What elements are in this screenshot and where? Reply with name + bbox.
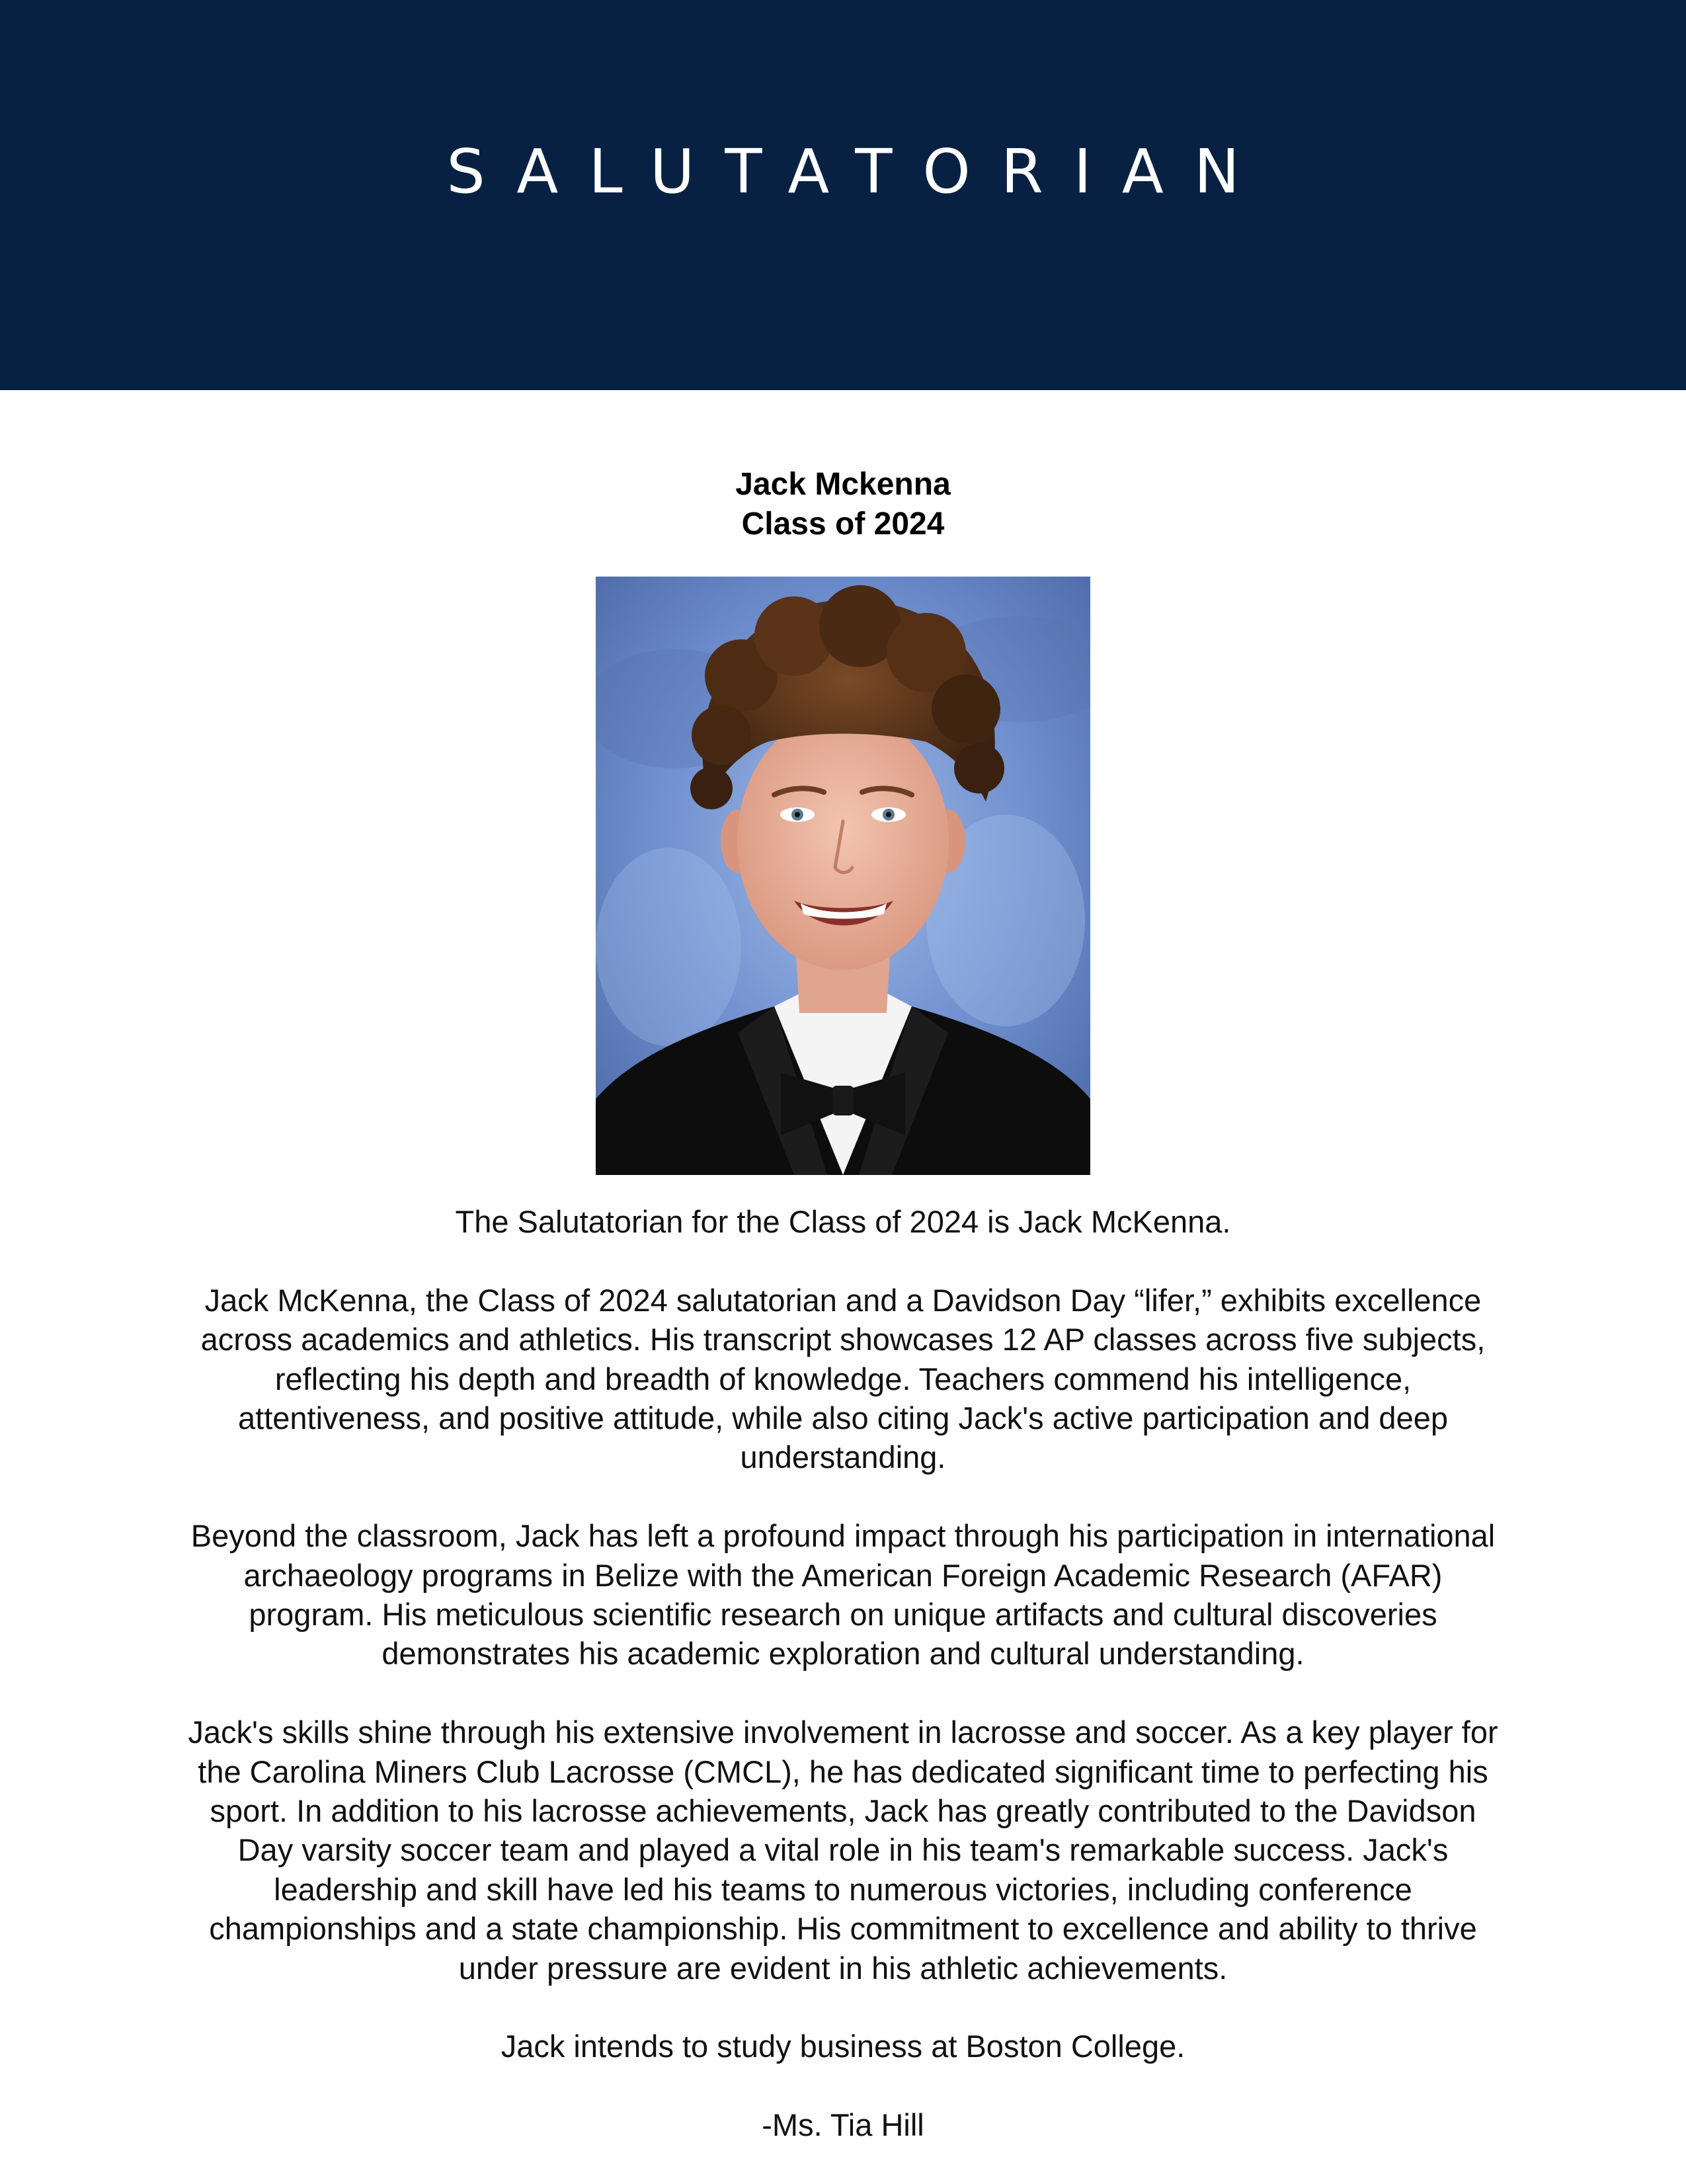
paragraph-plans: Jack intends to study business at Boston College. xyxy=(501,2029,1185,2064)
page-title: SALUTATORIAN xyxy=(446,136,1270,207)
student-name: Jack Mckenna xyxy=(735,467,951,502)
paragraph-athletics: Jack's skills shine through his extensive involvement in lacrosse and soccer. As a key player for the Carolina Miners Club Lacrosse (CMCL), he has dedicated significant time to perfecting his sport. In addition to his lacrosse achievements, Jack has greatly contributed to the Davidson Day varsity soccer team and played a vital role in his team's remarkable success. Jack's leadership and skill have led his teams to numerous victories, including conference championships and a state championship. His commitment to excellence and ability to thrive under pressure are evident in his athletic achievements. xyxy=(188,1715,1498,1986)
header-banner xyxy=(0,0,1686,390)
paragraph-research: Beyond the classroom, Jack has left a profound impact through his participation in international archaeology programs in Belize with the American Foreign Academic Research (AFAR) program. His meticulous scientific research on unique artifacts and cultural discoveries demonstrates his academic exploration and cultural understanding. xyxy=(190,1518,1496,1672)
student-portrait xyxy=(596,577,1090,1175)
signature: -Ms. Tia Hill xyxy=(762,2107,924,2143)
body-text xyxy=(179,1202,1507,2184)
portrait-illustration xyxy=(596,577,1090,1175)
student-class: Class of 2024 xyxy=(741,506,945,542)
paragraph-academics: Jack McKenna, the Class of 2024 salutatorian and a Davidson Day “lifer,” exhibits excellence across academics and athletics. His transcript showcases 12 AP classes across five subjects, reflecting his depth and breadth of knowledge. Teachers commend his intelligence, attentiveness, and positive attitude, while also citing Jack's active participation and deep understanding. xyxy=(200,1282,1486,1475)
paragraph-intro: The Salutatorian for the Class of 2024 is Jack McKenna. xyxy=(455,1204,1231,1239)
